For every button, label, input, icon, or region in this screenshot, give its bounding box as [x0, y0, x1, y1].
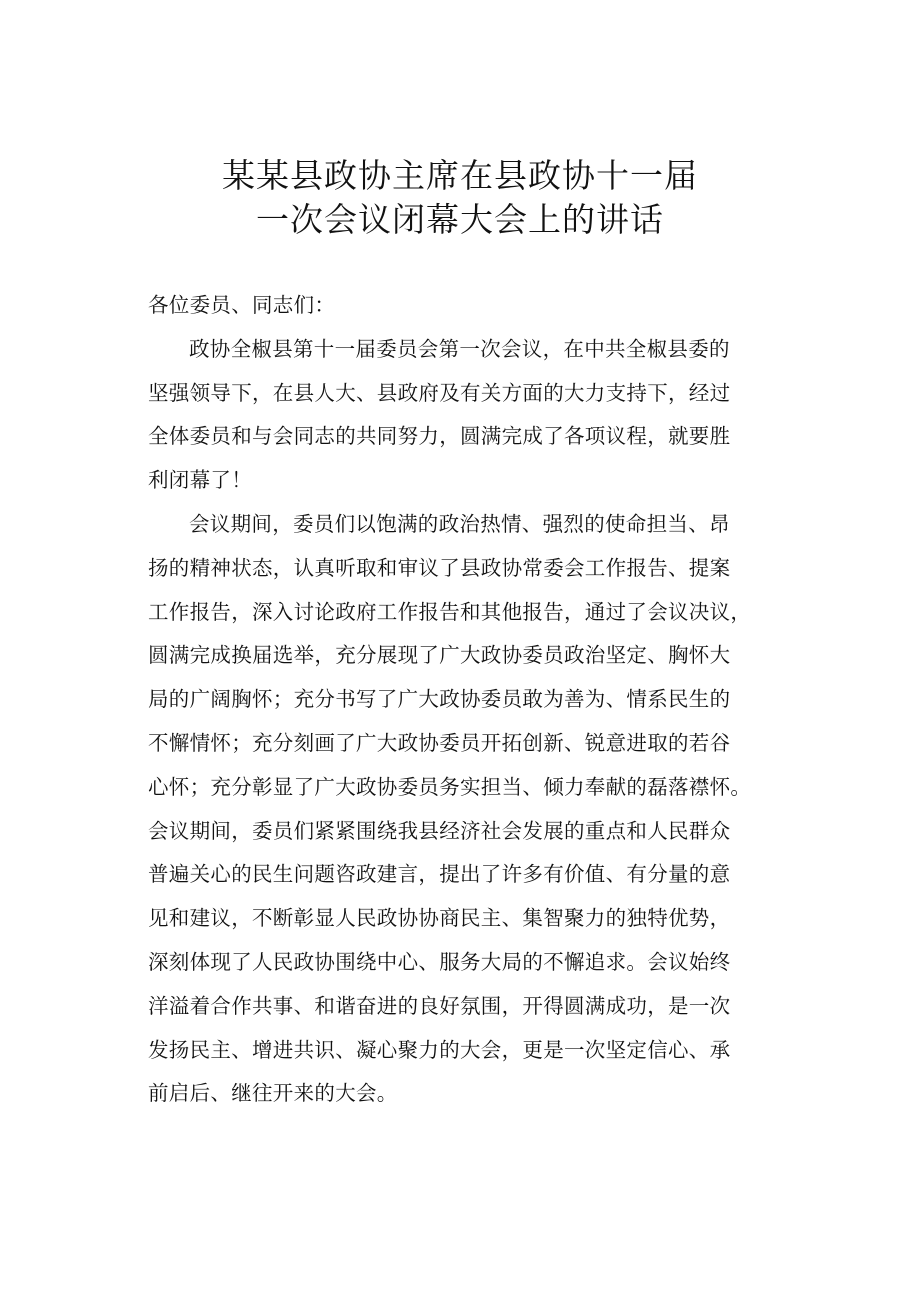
paragraph-2-line: 扬的精神状态，认真听取和审议了县政协常委会工作报告、提案 — [148, 555, 731, 580]
paragraph-1-line: 全体委员和与会同志的共同努力，圆满完成了各项议程，就要胜 — [148, 424, 731, 449]
salutation: 各位委员、同志们： — [148, 293, 336, 317]
document-title — [0, 154, 920, 242]
paragraph-2-line: 会议期间，委员们以饱满的政治热情、强烈的使命担当、昂 — [189, 511, 730, 536]
document-body — [148, 284, 808, 1116]
paragraph-2-line: 心怀；充分彰显了广大政协委员务实担当、倾力奉献的磊落襟怀。 — [148, 774, 752, 799]
paragraph-2-line: 洋溢着合作共事、和谐奋进的良好氛围，开得圆满成功，是一次 — [148, 993, 731, 1018]
paragraph-2-line: 工作报告，深入讨论政府工作报告和其他报告，通过了会议决议， — [148, 599, 752, 624]
paragraph-2 — [148, 503, 808, 1116]
paragraph-1 — [148, 328, 808, 503]
paragraph-1-line: 坚强领导下，在县人大、县政府及有关方面的大力支持下，经过 — [148, 380, 731, 405]
paragraph-2-line: 局的广阔胸怀；充分书写了广大政协委员敢为善为、情系民生的 — [148, 687, 731, 712]
title-line-1: 某某县政协主席在县政协十一届 — [222, 156, 698, 195]
paragraph-2-line: 不懈情怀；充分刻画了广大政协委员开拓创新、锐意进取的若谷 — [148, 730, 731, 755]
paragraph-1-line: 政协全椒县第十一届委员会第一次会议，在中共全椒县委的 — [189, 336, 730, 361]
paragraph-1-line: 利闭幕了！ — [148, 468, 252, 493]
paragraph-2-line: 见和建议，不断彰显人民政协协商民主、集智聚力的独特优势， — [148, 906, 731, 931]
paragraph-2-line: 会议期间，委员们紧紧围绕我县经济社会发展的重点和人民群众 — [148, 818, 731, 843]
paragraph-2-line: 发扬民主、增进共识、凝心聚力的大会，更是一次坚定信心、承 — [148, 1037, 731, 1062]
paragraph-2-line: 前启后、继往开来的大会。 — [148, 1081, 398, 1106]
paragraph-2-line: 普遍关心的民生问题咨政建言，提出了许多有价值、有分量的意 — [148, 862, 731, 887]
paragraph-2-line: 深刻体现了人民政协围绕中心、服务大局的不懈追求。会议始终 — [148, 949, 731, 974]
title-line-2: 一次会议闭幕大会上的讲话 — [256, 200, 664, 239]
paragraph-2-line: 圆满完成换届选举，充分展现了广大政协委员政治坚定、胸怀大 — [148, 643, 731, 668]
